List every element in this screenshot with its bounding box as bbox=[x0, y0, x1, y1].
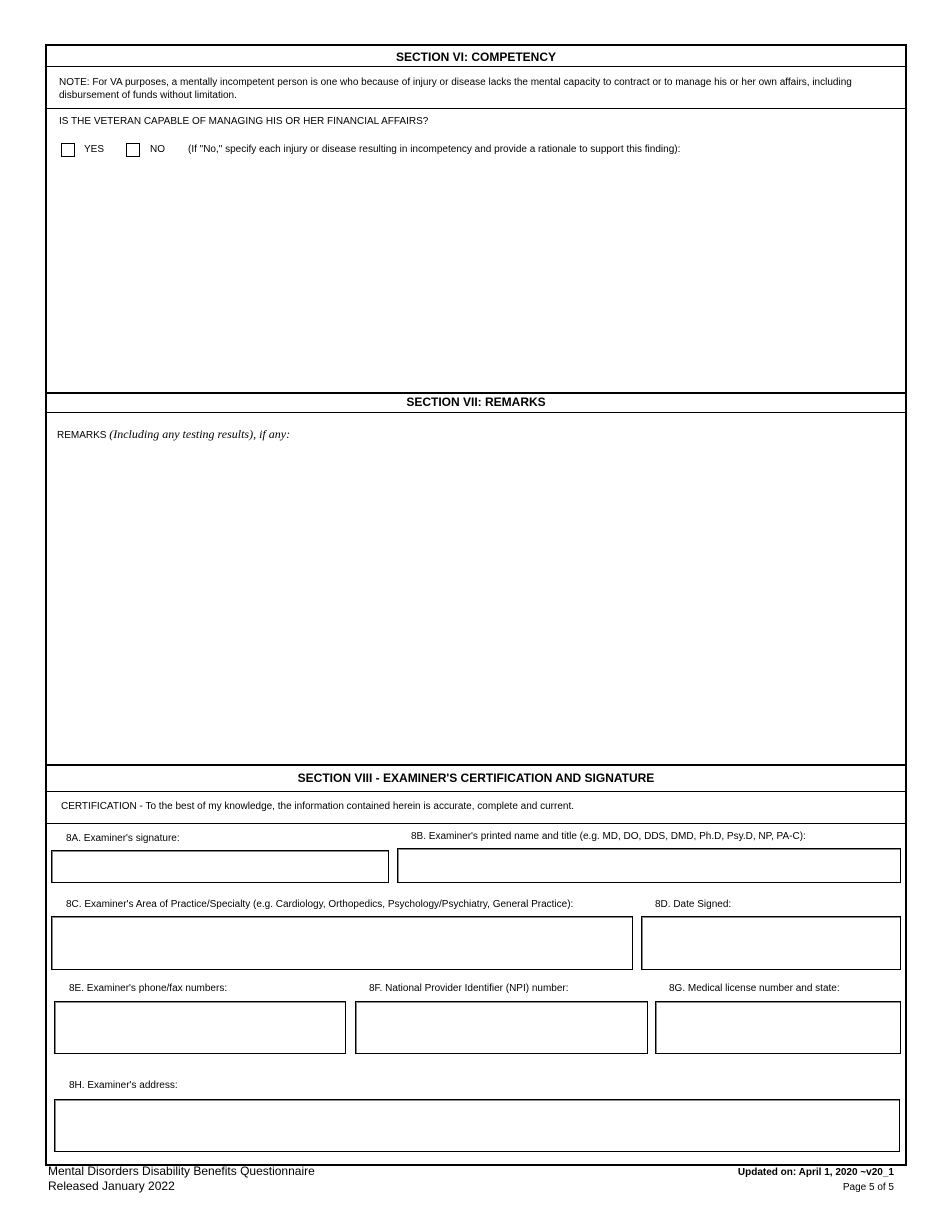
phone-fax-box[interactable] bbox=[54, 1001, 346, 1054]
examiner-address-box[interactable] bbox=[54, 1099, 900, 1152]
remarks-label-text: REMARKS bbox=[57, 430, 107, 441]
label-8h: 8H. Examiner's address: bbox=[69, 1080, 178, 1091]
examiner-name-title-box[interactable] bbox=[397, 848, 901, 883]
medical-license-input[interactable] bbox=[656, 1002, 900, 1053]
divider bbox=[47, 108, 905, 109]
label-8e: 8E. Examiner's phone/fax numbers: bbox=[69, 983, 228, 994]
npi-number-box[interactable] bbox=[355, 1001, 648, 1054]
examiner-address-input[interactable] bbox=[55, 1100, 899, 1151]
remarks-field[interactable] bbox=[59, 444, 895, 764]
footer-right bbox=[738, 1165, 894, 1195]
section-divider bbox=[47, 392, 905, 394]
examiner-signature-box[interactable] bbox=[51, 850, 389, 883]
label-8c: 8C. Examiner's Area of Practice/Specialty (e.g. Cardiology, Orthopedics, Psychology/Psychiatry, General Practice): bbox=[66, 899, 574, 910]
no-instruction: (If "No," specify each injury or disease resulting in incompetency and provide a rationale to support this finding): bbox=[188, 144, 681, 155]
examiner-name-title-input[interactable] bbox=[398, 849, 900, 882]
footer-released: Released January 2022 bbox=[48, 1179, 175, 1193]
label-8f: 8F. National Provider Identifier (NPI) number: bbox=[369, 983, 569, 994]
section-vii-title: SECTION VII: REMARKS bbox=[406, 395, 546, 409]
label-8a: 8A. Examiner's signature: bbox=[66, 833, 180, 844]
area-of-practice-box[interactable] bbox=[51, 916, 633, 970]
date-signed-input[interactable] bbox=[642, 917, 900, 969]
footer-form-name: Mental Disorders Disability Benefits Questionnaire bbox=[48, 1164, 315, 1178]
financial-affairs-question: IS THE VETERAN CAPABLE OF MANAGING HIS OR HER FINANCIAL AFFAIRS? bbox=[59, 116, 429, 127]
footer-page-number: Page 5 of 5 bbox=[842, 1182, 894, 1193]
area-of-practice-input[interactable] bbox=[52, 917, 632, 969]
incompetency-rationale-field[interactable] bbox=[59, 162, 895, 392]
no-label: NO bbox=[150, 144, 165, 155]
section-divider bbox=[47, 764, 905, 766]
divider bbox=[47, 791, 905, 792]
label-8d: 8D. Date Signed: bbox=[655, 899, 732, 910]
section-viii-title: SECTION VIII - EXAMINER'S CERTIFICATION AND SIGNATURE bbox=[297, 771, 655, 785]
date-signed-box[interactable] bbox=[641, 916, 901, 970]
remarks-label-italic: (Including any testing results), if any: bbox=[109, 427, 291, 441]
medical-license-box[interactable] bbox=[655, 1001, 901, 1054]
divider bbox=[47, 823, 905, 824]
no-checkbox[interactable] bbox=[126, 143, 140, 157]
competency-note: NOTE: For VA purposes, a mentally incompetent person is one who because of injury or disease lacks the mental capacity to contract or to manage his or her own affairs, including disbursement of funds without limitation. bbox=[59, 77, 852, 101]
divider bbox=[47, 66, 905, 67]
divider bbox=[47, 412, 905, 413]
footer-updated: Updated on: April 1, 2020 ~v20_1 bbox=[737, 1167, 894, 1178]
form-page bbox=[45, 44, 907, 1166]
npi-number-input[interactable] bbox=[356, 1002, 647, 1053]
yes-checkbox[interactable] bbox=[61, 143, 75, 157]
examiner-signature-input[interactable] bbox=[52, 851, 388, 882]
yes-label: YES bbox=[84, 144, 105, 155]
phone-fax-input[interactable] bbox=[55, 1002, 345, 1053]
section-vi-title: SECTION VI: COMPETENCY bbox=[395, 50, 556, 64]
footer-left bbox=[48, 1164, 315, 1194]
label-8g: 8G. Medical license number and state: bbox=[669, 983, 840, 994]
remarks-label bbox=[57, 427, 290, 442]
label-8b: 8B. Examiner's printed name and title (e.g. MD, DO, DDS, DMD, Ph.D, Psy.D, NP, PA-C): bbox=[411, 831, 806, 842]
certification-statement: CERTIFICATION - To the best of my knowledge, the information contained herein is accurate, complete and current. bbox=[61, 801, 575, 812]
